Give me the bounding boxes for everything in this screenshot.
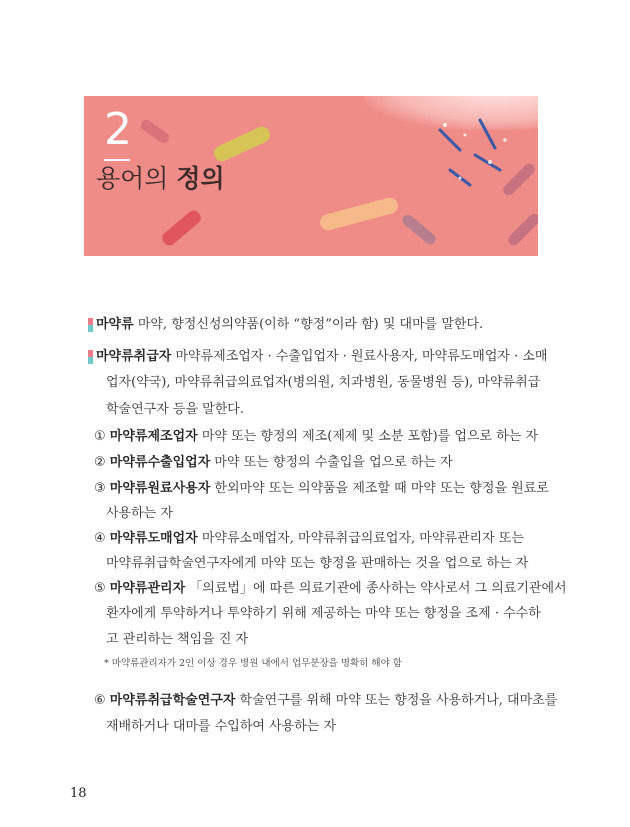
term-label: 마약류취급학술연구자 bbox=[109, 693, 236, 708]
term-label: 마약류관리자 bbox=[109, 581, 186, 596]
definition-text: 마약류취급학술연구자에게 마약 또는 향정을 판매하는 것을 업으로 하는 자 bbox=[106, 556, 529, 571]
definition-text: 마약류소매업자, 마약류취급의료업자, 마약류관리자 또는 bbox=[197, 531, 524, 546]
decor-stick bbox=[139, 118, 172, 145]
definition-text: 마약, 향정신성의약품(이하 “향정”이라 함) 및 대마를 말한다. bbox=[133, 317, 484, 332]
subitem-line bbox=[94, 580, 567, 598]
subitem-number: ⑥ bbox=[94, 693, 106, 708]
subitem-number: ⑤ bbox=[94, 581, 106, 596]
subitem-line bbox=[94, 692, 557, 710]
definition-line bbox=[106, 374, 540, 392]
subitem-line bbox=[106, 605, 541, 623]
term-label: 마약류 bbox=[96, 317, 134, 332]
subitem-line bbox=[106, 631, 248, 649]
definition-line bbox=[96, 348, 547, 366]
page-number: 18 bbox=[70, 786, 87, 801]
decor-stick bbox=[211, 124, 272, 164]
term-marker-bar bbox=[88, 350, 93, 364]
chapter-title bbox=[96, 164, 225, 194]
subitem-line bbox=[106, 718, 336, 736]
definition-text: 사용하는 자 bbox=[106, 506, 173, 521]
definition-text: 학술연구를 위해 마약 또는 향정을 사용하거나, 대마초를 bbox=[235, 693, 558, 708]
term-label: 마약류제조업자 bbox=[109, 429, 198, 444]
syringe-icon bbox=[420, 100, 530, 200]
decor-stick bbox=[160, 208, 203, 248]
decor-stick bbox=[506, 211, 538, 247]
subitem-number: ② bbox=[94, 455, 106, 470]
definition-text: 마약 또는 향정의 수출입을 업으로 하는 자 bbox=[210, 455, 453, 470]
chapter-title-bold: 정의 bbox=[176, 164, 225, 193]
term-marker-bar bbox=[88, 318, 93, 332]
subitem-line bbox=[94, 428, 538, 446]
decor-stick bbox=[318, 196, 399, 232]
definition-line bbox=[96, 316, 483, 334]
definition-text: 업자(약국), 마약류취급의료업자(병의원, 치과병원, 동물병원 등), 마약류취급 bbox=[106, 375, 541, 390]
subitem-line bbox=[106, 505, 173, 523]
subitem-line bbox=[94, 530, 524, 548]
subitem-line bbox=[94, 454, 453, 472]
chapter-number-underline bbox=[104, 159, 130, 161]
term-label: 마약류원료사용자 bbox=[109, 481, 211, 496]
definition-text: 고 관리하는 책임을 진 자 bbox=[106, 632, 249, 647]
definition-text: 「의료법」에 따른 의료기관에 종사하는 약사로서 그 의료기관에서 bbox=[185, 581, 567, 596]
term-label: 마약류수출입업자 bbox=[109, 455, 211, 470]
definition-text: 재배하거나 대마를 수입하여 사용하는 자 bbox=[106, 719, 337, 734]
subitem-line bbox=[94, 480, 549, 498]
definition-text: 환자에게 투약하거나 투약하기 위해 제공하는 마약 또는 향정을 조제 · 수수하 bbox=[106, 606, 541, 621]
definition-text: 마약 또는 향정의 제조(제제 및 소분 포함)를 업으로 하는 자 bbox=[197, 429, 539, 444]
subitem-number: ③ bbox=[94, 481, 106, 496]
subitem-number: ① bbox=[94, 429, 106, 444]
chapter-title-regular: 용어의 bbox=[96, 164, 177, 193]
footnote: * 마약류관리자가 2인 이상 경우 병원 내에서 업무분장을 명확히 해야 함 bbox=[104, 658, 402, 669]
term-label: 마약류취급자 bbox=[96, 349, 172, 364]
term-label: 마약류도매업자 bbox=[109, 531, 198, 546]
definition-text: 마약류제조업자 · 수출입업자 · 원료사용자, 마약류도매업자 · 소매 bbox=[171, 349, 548, 364]
subitem-line bbox=[106, 555, 528, 573]
definition-text: 학술연구자 등을 말한다. bbox=[106, 402, 244, 417]
chapter-number: 2 bbox=[104, 104, 132, 155]
decor-stick bbox=[400, 212, 438, 246]
definition-line bbox=[106, 401, 244, 419]
definition-text: 한외마약 또는 의약품을 제조할 때 마약 또는 향정을 원료로 bbox=[210, 481, 549, 496]
subitem-number: ④ bbox=[94, 531, 106, 546]
